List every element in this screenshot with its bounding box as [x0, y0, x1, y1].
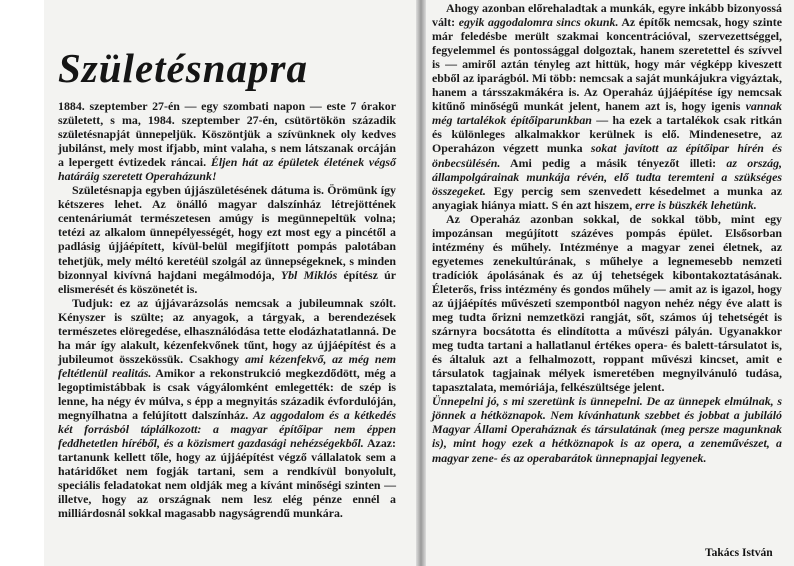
emphasized-text: Éljen hát az épületek életének végső határáig szeretett Operaházunk!	[58, 155, 396, 184]
paragraph-text: Azaz: tartanunk kellett tőle, hogy az újjáépítést végző vállalatok sem a határidőket nem fogják tartani, sem a rendkívül bonyolult, speciális feladatokat nem oldják meg a kívánt minőségi szinten — illetve, hogy az országnak nem lesz elég pénze ennél a milliárdosnál sokkal magasabb nagyságrendű munkára.	[58, 436, 396, 521]
paragraph-text: 1884. szeptember 27-én — egy szombati napon — este 7 órakor született, s ma, 1984. szeptember 27-én, csütörtökön századik születésnapját ünnepeljük. Köszöntjük a szívünknek oly kedves jubilánst, mely most ifjabb, mint valaha, s nem látszanak orcáján a lepergett évtizedek ráncai.	[58, 99, 396, 170]
paragraph	[58, 99, 396, 183]
paragraph	[432, 394, 782, 464]
clipping-gap	[416, 0, 426, 566]
paragraph-text: Egy percig sem szenvedett késedelmet a munka az anyagiak hiánya miatt. S én azt hiszem,	[432, 183, 782, 212]
paragraph	[432, 212, 782, 395]
emphasized-text: sokat javított az építőipar hírén és önbecsülésén.	[432, 141, 783, 170]
emphasized-text: Ünnepelni jó, s mi szeretünk is ünnepelni. De az ünnepek elmúlnak, s jönnek a hétköznapok. Nem kívánhatunk szebbet és jobbat a jubiláló Magyar Állami Operaháznak és társulatának (meg persze magunknak is), mint hogy ezek a hétköznapok is az opera, a zeneművészet, a magyar zene- és az operabarátok ünnepnapjai legyenek.	[432, 394, 782, 465]
emphasized-text: vannak még tartalékok építőiparunkban	[432, 99, 782, 128]
emphasized-text: erre is büszkék lehetünk.	[635, 197, 757, 212]
paragraph-text: Az Operaház azonban sokkal, de sokkal több, mint egy impozánsan megújított százéves pompás épület. Elsősorban intézmény és műhely. Intézménye a magyar zenei életnek, az egyetemes zenekultúrának, s műhelye a legnemesebb nemzeti tradíciók ápolásának és az új tehetségek kibontakoztatásának. Életerős, friss intézmény és gondos műhely — amit az is igazol, hogy az újjáépítés művészeti szempontból nagyon nehéz négy éve alatt is meg tudta őrizni nemzetközi rangját, sőt, számos új tehetségét is szárnyra bocsátotta és elindította a művészi pályán. Ugyanakkor meg tudta tartani a hallatlanul értékes opera- és balett-társulatot is, és általuk azt a felhalmozott, roppant művészi kincset, amit e társulatok tagjainak mélyek ismeretében megnyilvánuló tudása, tapasztalata, memóriája, felkészültsége jelent.	[432, 211, 782, 395]
emphasized-text: Az aggodalom és a kétkedés két forrásból táplálkozott: a magyar építőipar nem éppen feddhetetlen híréből, és a közismert gazdasági nehézségekből.	[58, 408, 396, 451]
page-margin	[0, 0, 44, 566]
article-title: Születésnapra	[58, 45, 308, 91]
paragraph-text: építész úr elismerését és köszönetét is.	[58, 267, 396, 296]
paragraph-text: Amikor a rekonstrukció megkezdődött, még a legoptimistábbak is csak vágyálomként emlegették: de szép is lenne, ha négy év múlva, s épp a megnyitás századik évfordulóján, megnyílhatna a felújított dalszínház.	[58, 365, 396, 423]
right-column-text	[432, 1, 782, 465]
emphasized-text: az ország, állampolgárainak munkája révén, elő tudta teremteni a szükséges összegeket.	[432, 155, 782, 198]
emphasized-text: Ybl Miklós	[280, 267, 338, 282]
paragraph-text: Tudjuk: ez az újjávarázsolás nemcsak a jubileumnak szólt. Kényszer is szülte; az anyagok, a tárgyak, a berendezések természetes elöregedése, elhasználódása tette elodázhatatlanná. De ha már így alakult, kézenfekvőnek tűnt, hogy az újjáépítést és a jubileumot összekössük. Csakhogy	[58, 295, 396, 366]
left-column-text	[58, 99, 396, 520]
author-signature: Takács István	[705, 547, 773, 559]
emphasized-text: egyik aggodalomra sincs okunk.	[458, 15, 619, 30]
paragraph	[58, 183, 396, 295]
paragraph-text: Ahogy azonban előrehaladtak a munkák, egyre inkább bizonyossá vált:	[432, 1, 782, 30]
paragraph-text: Születésnapja egyben újjászületésének dátuma is. Örömünk így kétszeres lehet. Az önálló magyar dalszínház létrejöttének centenáriumát természetesen amúgy is megünnepeltük volna; tetézi az alkalom ünnepélyességét, hogy ezt most egy a pincétől a padlásig újjáépített, kívül-belül megifjított pompás palotában tehetjük, mely méltó keretéül szolgál az ünnepségeknek, s minden bizonnyal kivívná hajdani megálmodója,	[58, 183, 396, 282]
paragraph-text: Ami pedig a másik tényezőt illeti:	[500, 155, 727, 170]
emphasized-text: ami kézenfekvő, az még nem feltétlenül realitás.	[58, 351, 396, 380]
paragraph-text: Az építők nemcsak, hogy szinte már feledésbe merült szakmai koncentrációval, szervezettséggel, fegyelemmel és pontossággal dolgoztak, hanem szeretettel és szívvel is — amiről aztán tényleg azt hittük, hogy már végképp kiveszett ebből az iparágból. Mi több: nemcsak a saját munkájukra vigyáztak, hanem a társszakmákéra is. Az Operaház újjáépítése így nemcsak kitűnő minőségű munkát jelent, hanem azt is, hogy igenis	[432, 15, 782, 114]
paragraph-text: — ha ezek a tartalékok csak ritkán és különleges alkalmakkor kerülnek is elő. Mindenesetre, az Operaházon végzett munka	[432, 113, 782, 156]
paragraph	[432, 1, 782, 212]
paragraph	[58, 296, 396, 521]
